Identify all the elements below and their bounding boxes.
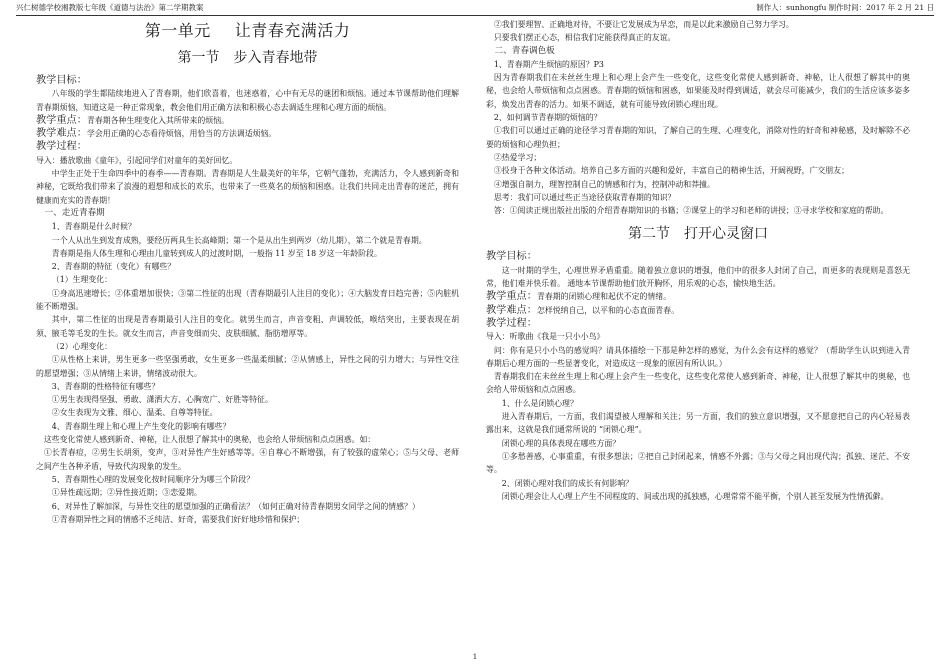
s1-list-item: ①青春期异性之间的情感不乏纯洁、好奇，需要我们好好地珍惜和保护； (51, 514, 305, 524)
s2-key-label: 教学重点： (486, 291, 537, 303)
s2-question: 2、闭锁心理对我们的成长有何影响？ (501, 478, 634, 488)
s1-process-label: 教学过程： (36, 141, 87, 153)
s1-paragraph: 其中，第二性征的出现是青春期最引人注目的变化。就男生而言，声音变粗、声调较低，喉结突出，主要表现在胡须、腋毛等毛发的生长。就女生而言，声音变细而尖、皮肤细腻、脂肪增厚等。 (36, 315, 459, 338)
s1-list-item: ①异性疏远期；②异性接近期；③恋爱期。 (51, 488, 202, 498)
s1-question: 5、青春期性心理的发展变化按时间顺序分为哪三个阶段？ (51, 474, 255, 484)
unit-title-number: 第一单元 (144, 21, 211, 40)
left-column (36, 18, 459, 648)
s2-goal-label: 教学目标： (486, 251, 537, 263)
s1-paragraph: ①长青春痘，②男生长胡须，变声，③对异性产生好感等等。④自尊心不断增强，有了较强的虚荣心；⑤与父母、老师之间产生各种矛盾，导致代沟现象的发生。 (36, 448, 459, 471)
s1-list-item: ①男生表现得坚强、勇敢、潇洒大方、心胸宽广、好胜等特征。 (51, 395, 273, 405)
s2-key-text: 青春期的闭锁心理和起伏不定的情绪。 (536, 292, 672, 302)
s1-list-item: ③投身于各种文体活动。培养自己多方面的兴趣和爱好，丰富自己的精神生活，开阔视野，广交朋友； (493, 166, 849, 176)
s1-paragraph: ①从性格上来讲，男生更多一些坚强勇敢，女生更多一些温柔细腻；②从情感上，异性之间的引力增大；与异性交往的愿望增强；③从情绪上来讲，情绪波动很大。 (36, 355, 459, 378)
s1-question: 2、如何调节青春期的烦恼的？ (493, 113, 602, 123)
s1-list-item: ②女生表现为文雅、细心、温柔、自尊等特征。 (51, 408, 218, 418)
header-course-title: 兴仁树德学校湘教版七年级《道德与法治》第二学期教案 (16, 3, 204, 12)
s1-paragraph: 这些变化常使人感到新奇、神秘，让人很想了解其中的奥秘，也会给人带烦恼和点点困惑。如： (43, 435, 376, 445)
s1-intro: 导入：播放歌曲《童年》，引起同学们对童年的美好回忆。 (36, 155, 238, 165)
s2-paragraph: 进入青春期后，一方面，我们渴望被人理解和关注；另一方面，我们的独立意识增强，又不愿意把自己的内心轻易表露出来，这就是我们通常所说的 “闭锁心理”。 (486, 412, 910, 435)
s1-list-item: ④增强自制力，理智控制自己的情感和行为，控制冲动和莽撞。 (493, 179, 715, 189)
s1-paragraph: 中学生正处于生命四季中的春季——青春期。青春期是人生最美好的年华，它朝气蓬勃，充满活力，令人感到新奇和神秘，它既给我们带来了浪漫的遐想和成长的欢乐，也带来了一些莫名的烦恼和困惑。让我们共同走出青春的迷茫，拥有健康而充实的青春期！ (36, 169, 459, 205)
s2-diff-label: 教学难点： (486, 304, 537, 316)
s2-process-label: 教学过程： (486, 317, 537, 329)
s1-diff-label: 教学难点： (36, 128, 87, 140)
page-header (16, 2, 934, 16)
s1-question: 思考：我们可以通过些正当途径获取青春期的知识？ (493, 192, 676, 202)
s1-key-text: 青春期各种生理变化入其所带来的烦恼。 (86, 115, 229, 125)
s1-key-label: 教学重点： (36, 114, 87, 126)
s1-question: 1、青春期是什么时候？ (51, 222, 136, 232)
section2-title (486, 225, 910, 243)
s1-key (36, 114, 459, 127)
s1-question: 2、青春期的特征（变化）有哪些？ (51, 262, 176, 272)
s1-diff-text: 学会用正确的心态看待烦恼，用恰当的方法调适烦恼。 (86, 129, 277, 139)
s2-paragraph: 闭锁心理会让人心理上产生不同程度的、间或出现的孤独感，心理常常不能平衡，个别人甚至发展为性情孤僻。 (501, 491, 889, 501)
s1-paragraph: ①身高迅速增长；②体重增加很快；③第二性征的出现（青春期最引人注目的变化）；④大脑发育日趋完善；⑤内脏机能不断增强。 (36, 288, 459, 312)
section1-title-text: 步入青春地带 (233, 50, 318, 66)
s1-paragraph: 青春期是指人体生理和心理由儿童转到成人的过渡时期，一般指 11 岁至 18 岁这一年龄阶段。 (51, 248, 382, 258)
s2-question: 1、什么是闭锁心理？ (501, 398, 578, 408)
s1-question: 1、青春期产生烦恼的原因？P3 (493, 59, 604, 69)
s2-list-item: ①多愁善感，心事重重，有很多想法；②把自己封闭起来，情感不外露；③与父母之间出现代沟；孤独、迷茫、不安等。 (486, 451, 910, 475)
s1-list-item: ②热爱学习； (493, 152, 542, 162)
s2-intro: 导入：听歌曲《我是一只小小鸟》 (486, 332, 605, 342)
s2-goal-text: 这一时期的学生，心理世界矛盾重重。随着独立意识的增强，他们中的很多人封闭了自己，而更多的表现则是喜怒无常，他们难并快乐着。 通地本节课帮助他们放开胸怀，用乐观的心态，愉快地生活。 (486, 265, 910, 289)
section1-title-number: 第一节 (177, 50, 220, 66)
s1-question: 3、青春期的性格特征有哪些？ (51, 381, 160, 391)
s2-diff (486, 304, 910, 317)
s1-list-item: ①我们可以通过正确的途径学习青春期的知识，了解自己的生理、心理变化，消除对性的好奇和神秘感，及时解除不必要的烦恼和心理负担； (486, 126, 910, 149)
section2-title-number: 第二节 (628, 226, 670, 243)
s2-paragraph: 问：你有是只小小鸟的感觉吗？请具体描绘一下那是种怎样的感觉，为什么会有这样的感觉？（帮助学生认识到进入青春期后心理方面的一些显著变化，对造成这一现象的原因有所认识。） (486, 345, 910, 368)
section2-title-text: 打开心灵窗口 (684, 226, 768, 243)
header-author-date: 制作人：sunhongfu 制作时间：2017 年 2 月 21 日 (756, 3, 934, 12)
s1-list-item: ②我们要理智、正确地对待，不要让它发展成为早恋，而是以此来激励自己努力学习。 (493, 20, 794, 29)
s1-subheading: 二、青春调色板 (494, 45, 555, 56)
s1-goal-label: 教学目标： (36, 75, 87, 86)
s1-diff (36, 127, 459, 140)
s1-question: 6、对异性了解加深，与异性交往的愿望加强的正确看法？（如何正确对待青春期男女同学之间的情感？） (51, 501, 420, 511)
s1-subheading: 一、走近青春期 (44, 207, 105, 218)
s2-diff-text: 怎样悦纳自己，以平和的心态直面青春。 (536, 305, 679, 315)
section1-title (36, 49, 459, 67)
s2-key (486, 290, 910, 303)
s1-question: 4、青春期生理上和心理上产生变化的影响有哪些？ (51, 421, 231, 431)
s1-paragraph: 一个人从出生到发育成熟，要经历两具生长高峰期；第一个是从出生到两岁（幼儿期），第二个就是青春期。 (51, 235, 427, 245)
s1-subitem: （2）心理变化： (51, 341, 113, 351)
right-column (486, 18, 910, 648)
page-number: 1 (472, 653, 478, 661)
s1-paragraph: 只要我们摆正心态，相信我们定能获得真正的友谊。 (493, 33, 676, 43)
unit-title (36, 21, 459, 41)
s1-paragraph: 因为青春期我们在未丝丝生理上和心理上会产生一些变化，这些变化常使人感到新奇、神秘，让人很想了解其中的奥秘，也会给人带烦恼和点点困惑。青春期的烦恼和困惑，如果能及时得到调适，就会尽可能减少，我们的生活应该多姿多彩，焕发出青春的活力。如果不调适，就有可能导致闭锁心理出现。 (486, 73, 910, 109)
s1-paragraph: 答：①阅读正规出版社出版的介绍青春期知识的书籍；②课堂上的学习和老师的讲授；③寻求学校和家庭的帮助。 (493, 206, 889, 216)
s2-paragraph: 青春期我们在未丝丝生理上和心理上会产生一些变化，这些变化常使人感到新奇、神秘，让人很想了解其中的奥秘，也会给人带烦恼和点点困惑。 (486, 372, 910, 395)
s1-subitem: （1）生理变化： (51, 275, 113, 285)
unit-title-text: 让青春充满活力 (234, 21, 351, 40)
s2-question: 闭锁心理的具体表现在哪些方面？ (501, 438, 621, 448)
s1-goal-text: 八年级的学生都陆续地进入了青春期，他们欣喜着，也迷惑着，心中有无尽的谜团和烦恼。通过本节课帮助他们理解青春期烦恼，知道这是一种正常现象，教会他们用正确方法和积极心态去调适生理和心理方面的烦恼。 (36, 89, 459, 112)
